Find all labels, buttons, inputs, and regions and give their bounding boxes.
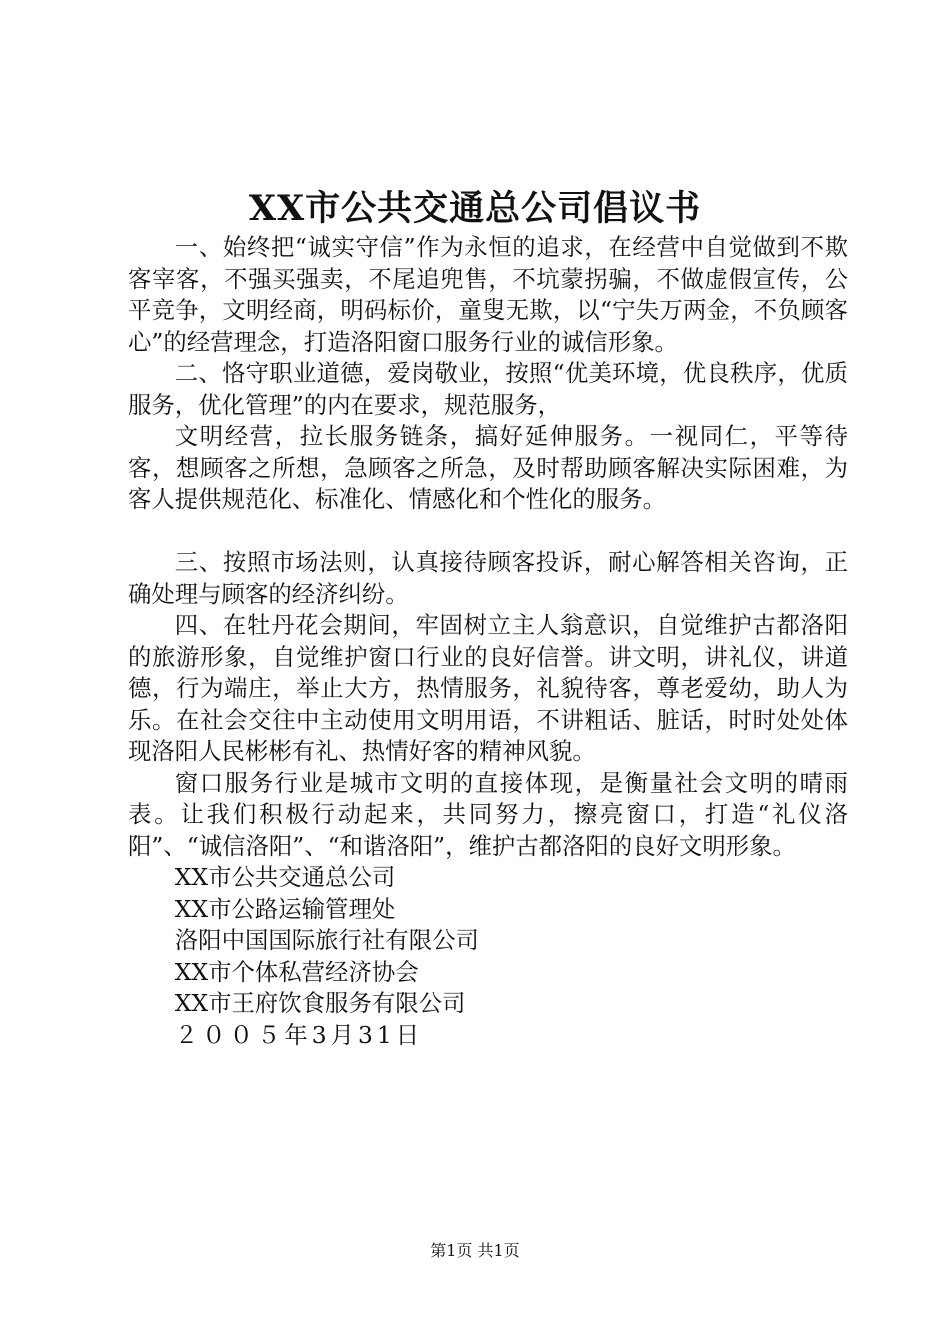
paragraph-2: 二、恪守职业道德，爱岗敬业，按照“优美环境，优良秩序，优质服务，优化管理”的内在要求，规范服务， <box>128 359 848 419</box>
signer-3: 洛阳中国国际旅行社有限公司 <box>174 926 479 954</box>
signer-list <box>128 862 848 1051</box>
document-title: XX市公共交通总公司倡议书 <box>248 188 702 229</box>
signer-5: XX市王府饮食服务有限公司 <box>174 989 466 1017</box>
paragraph-4: 三、按照市场法则，认真接待顾客投诉，耐心解答相关咨询，正确处理与顾客的经济纠纷。 <box>128 548 848 608</box>
document-body <box>128 232 848 1051</box>
paragraph-6: 窗口服务行业是城市文明的直接体现，是衡量社会文明的晴雨表。让我们积极行动起来，共同努力，擦亮窗口，打造“礼仪洛阳”、“诚信洛阳”、“和谐洛阳”，维护古都洛阳的良好文明形象。 <box>128 768 848 860</box>
page-footer: 第1页 共1页 <box>430 1241 520 1260</box>
signer-4: XX市个体私营经济协会 <box>174 957 419 986</box>
signer-1: XX市公共交通总公司 <box>174 863 396 891</box>
document-date: ２００５年3月31日 <box>174 1020 424 1049</box>
signer-2: XX市公路运输管理处 <box>174 894 396 923</box>
paragraph-5: 四、在牡丹花会期间，牢固树立主人翁意识，自觉维护古都洛阳的旅游形象，自觉维护窗口行业的良好信誉。讲文明，讲礼仪，讲道德，行为端庄，举止大方，热情服务，礼貌待客，尊老爱幼，助人为乐。在社会交往中主动使用文明用语，不讲粗话、脏话，时时处处体现洛阳人民彬彬有礼、热情好客的精神风貌。 <box>128 611 848 765</box>
paragraph-1: 一、始终把“诚实守信”作为永恒的追求，在经营中自觉做到不欺客宰客，不强买强卖，不尾追兜售，不坑蒙拐骗，不做虚假宣传，公平竞争，文明经商，明码标价，童叟无欺，以“宁失万两金，不负顾客心”的经营理念，打造洛阳窗口服务行业的诚信形象。 <box>128 233 848 356</box>
paragraph-3: 文明经营，拉长服务链条，搞好延伸服务。一视同仁，平等待客，想顾客之所想，急顾客之所急，及时帮助顾客解决实际困难，为客人提供规范化、标准化、情感化和个性化的服务。 <box>128 422 848 513</box>
